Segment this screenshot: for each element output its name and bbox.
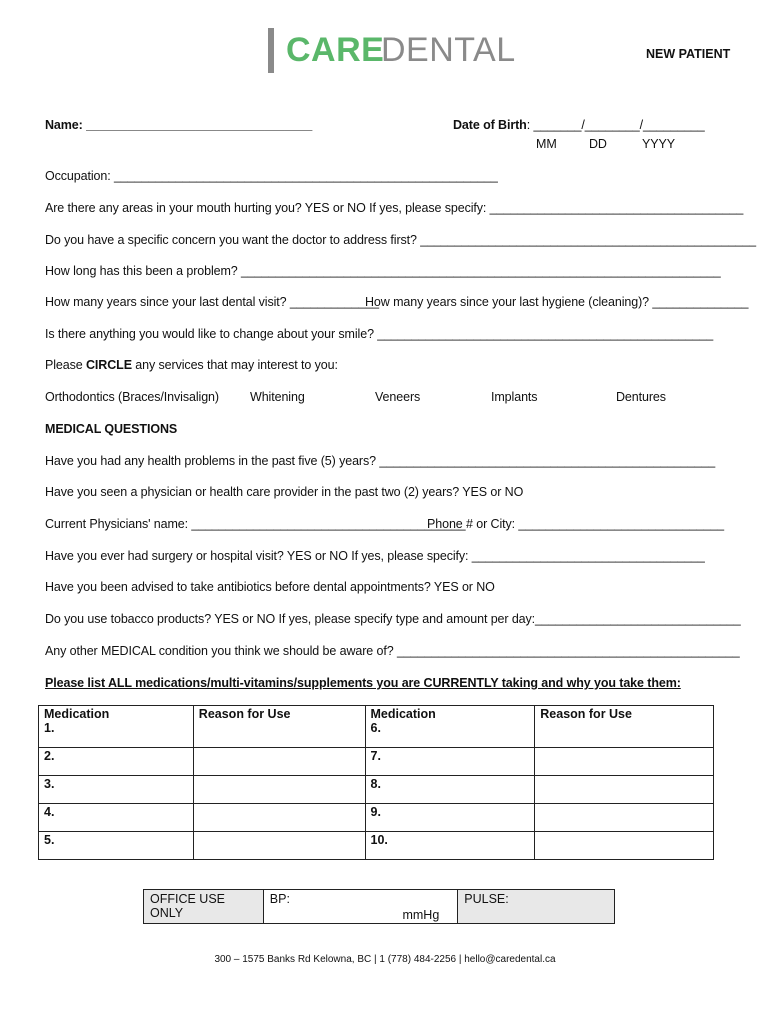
- medication-cell[interactable]: [39, 776, 194, 804]
- form-type: NEW PATIENT: [646, 47, 731, 61]
- col-reason-header: Reason for Use: [540, 707, 632, 721]
- reason-cell[interactable]: [193, 776, 365, 804]
- dob-dd: DD: [589, 137, 607, 151]
- dob-field[interactable]: [453, 118, 705, 132]
- row-number: 2.: [44, 749, 55, 763]
- medication-cell[interactable]: [365, 776, 535, 804]
- table-row: [39, 804, 714, 832]
- m-other-condition[interactable]: Any other MEDICAL condition you think we should be aware of? __________________________________________________: [45, 644, 740, 658]
- q-last-dental-visit[interactable]: How many years since your last dental visit? _____________: [45, 295, 379, 309]
- medication-cell[interactable]: [39, 748, 194, 776]
- dob-yyyy: YYYY: [642, 137, 675, 151]
- circle-suffix: any services that may interest to you:: [131, 358, 338, 372]
- col-reason-header: Reason for Use: [198, 707, 291, 721]
- service-dentures[interactable]: Dentures: [616, 390, 666, 404]
- q-specific-concern[interactable]: Do you have a specific concern you want the doctor to address first? _________________________________________________: [45, 233, 756, 247]
- row-number: 4.: [44, 805, 55, 819]
- dob-mm: MM: [536, 137, 557, 151]
- medical-heading: MEDICAL QUESTIONS: [45, 422, 178, 436]
- row-number: 3.: [44, 777, 55, 791]
- office-use-label: OFFICE USE ONLY: [144, 890, 264, 924]
- row-number: 8.: [370, 777, 381, 791]
- medication-cell[interactable]: [365, 748, 535, 776]
- reason-cell[interactable]: [535, 776, 714, 804]
- q-change-smile[interactable]: Is there anything you would like to change about your smile? _________________________________________________: [45, 327, 714, 341]
- pulse-field[interactable]: [458, 890, 615, 924]
- reason-cell[interactable]: [535, 804, 714, 832]
- circle-word: CIRCLE: [86, 358, 132, 372]
- m-surgery[interactable]: Have you ever had surgery or hospital visit? YES or NO If yes, please specify: __________________________________: [45, 549, 705, 563]
- row-number: 10.: [370, 833, 388, 847]
- reason-cell[interactable]: [193, 706, 365, 748]
- occupation-field[interactable]: Occupation: ________________________________________________________: [45, 169, 498, 183]
- medication-cell[interactable]: [365, 832, 535, 860]
- logo-care-text: CARE: [286, 31, 385, 69]
- row-number: 7.: [370, 749, 381, 763]
- m-seen-physician[interactable]: Have you seen a physician or health care provider in the past two (2) years? YES or NO: [45, 485, 524, 499]
- table-row: [39, 706, 714, 748]
- bp-field[interactable]: [263, 890, 457, 924]
- logo-dental-text: DENTAL: [381, 31, 516, 69]
- circle-prefix: Please: [45, 358, 86, 372]
- q-last-hygiene[interactable]: How many years since your last hygiene (cleaning)? ______________: [365, 295, 749, 309]
- logo-bar: [268, 28, 274, 73]
- m-physician-phone[interactable]: Phone # or City: ______________________________: [427, 517, 724, 531]
- row-number: 5.: [44, 833, 55, 847]
- col-medication-header: Medication: [44, 707, 110, 721]
- row-number: 6.: [370, 721, 381, 735]
- reason-cell[interactable]: [193, 832, 365, 860]
- table-row: [39, 748, 714, 776]
- medication-cell[interactable]: [39, 804, 194, 832]
- m-tobacco[interactable]: Do you use tobacco products? YES or NO If yes, please specify type and amount per day:______________________________: [45, 612, 741, 626]
- m-antibiotics[interactable]: Have you been advised to take antibiotics before dental appointments? YES or NO: [45, 580, 495, 594]
- medications-table: [38, 705, 714, 860]
- service-orthodontics[interactable]: Orthodontics (Braces/Invisalign): [45, 390, 219, 404]
- mmhg-unit: mmHg: [402, 908, 440, 922]
- medication-cell[interactable]: [365, 804, 535, 832]
- medication-cell[interactable]: [39, 832, 194, 860]
- reason-cell[interactable]: [535, 832, 714, 860]
- reason-cell[interactable]: [193, 748, 365, 776]
- reason-cell[interactable]: [193, 804, 365, 832]
- reason-cell[interactable]: [535, 706, 714, 748]
- table-row: [39, 832, 714, 860]
- row-number: 1.: [44, 721, 55, 735]
- circle-instruction: [45, 358, 338, 372]
- service-implants[interactable]: Implants: [491, 390, 538, 404]
- q-how-long[interactable]: How long has this been a problem? ______________________________________________________________________: [45, 264, 721, 278]
- table-row: [39, 776, 714, 804]
- pulse-label: PULSE:: [464, 892, 509, 906]
- name-field[interactable]: Name: _________________________________: [45, 118, 313, 132]
- office-use-box: [143, 889, 615, 924]
- service-whitening[interactable]: Whitening: [250, 390, 305, 404]
- m-health-problems[interactable]: Have you had any health problems in the past five (5) years? _________________________________________________: [45, 454, 716, 468]
- service-veneers[interactable]: Veneers: [375, 390, 421, 404]
- q-mouth-hurting[interactable]: Are there any areas in your mouth hurting you? YES or NO If yes, please specify: _____________________________________: [45, 201, 744, 215]
- row-number: 9.: [370, 805, 381, 819]
- reason-cell[interactable]: [535, 748, 714, 776]
- medication-cell[interactable]: [365, 706, 535, 748]
- bp-label: BP:: [269, 892, 290, 906]
- dob-label: Date of Birth: [453, 118, 527, 132]
- dob-blanks: : _______/________/_________: [526, 118, 705, 132]
- col-medication-header: Medication: [370, 707, 436, 721]
- medications-heading: Please list ALL medications/multi-vitamins/supplements you are CURRENTLY taking and why you take them:: [45, 676, 681, 690]
- m-physician-name[interactable]: Current Physicians' name: ________________________________________: [45, 517, 466, 531]
- medication-cell[interactable]: [39, 706, 194, 748]
- footer-contact: 300 – 1575 Banks Rd Kelowna, BC | 1 (778) 484-2256 | hello@caredental.ca: [214, 954, 556, 965]
